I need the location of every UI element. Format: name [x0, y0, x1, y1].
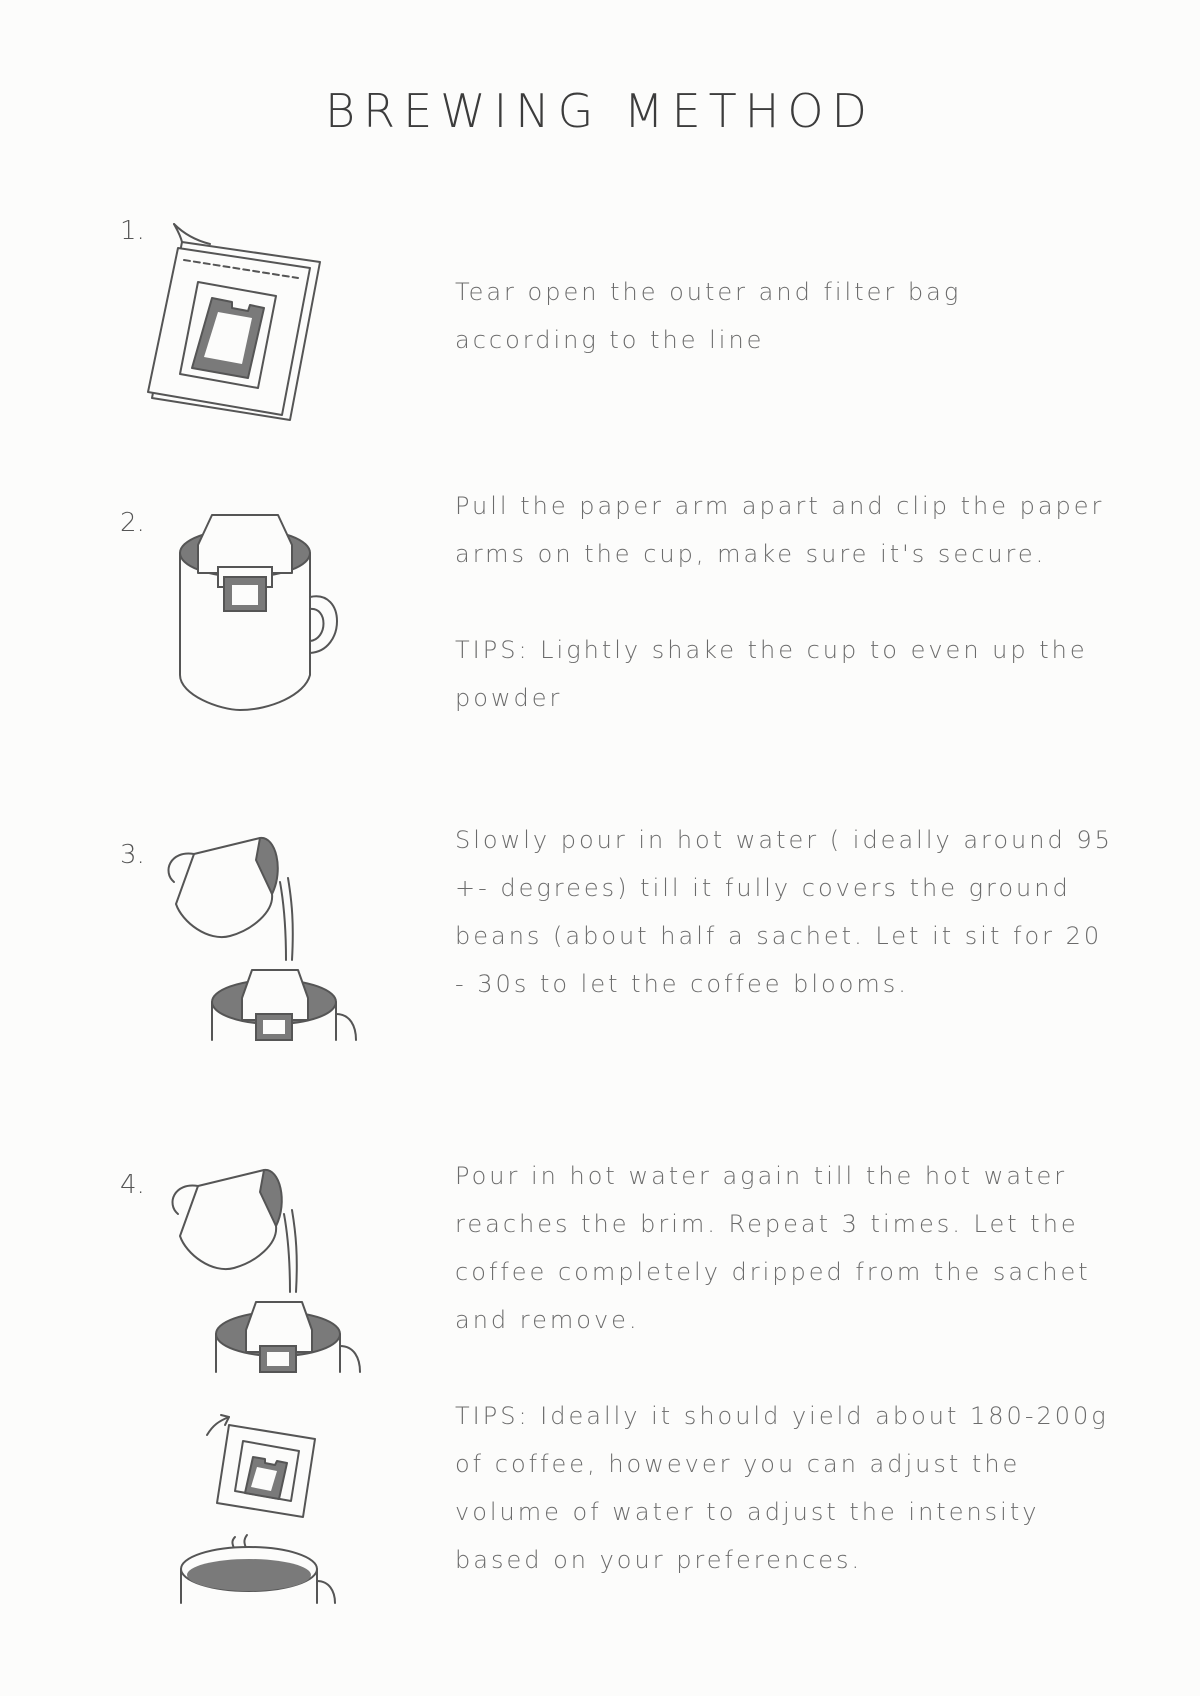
kettle-pouring-icon [160, 830, 370, 1040]
page-title: BREWING METHOD [325, 84, 875, 138]
step-1-number: 1. [120, 216, 145, 246]
step-4-instruction: Pour in hot water again till the hot water reaches the brim. Repeat 3 times. Let the coffee completely dripped from the sachet and remove. [455, 1162, 1091, 1334]
step-3-number: 3. [120, 840, 145, 870]
step-2-number: 2. [120, 508, 145, 538]
step-4-number: 4. [120, 1170, 145, 1200]
tear-open-bag-icon [140, 220, 340, 420]
step-1-instruction: Tear open the outer and filter bag according to the line [455, 278, 962, 354]
remove-sachet-icon [175, 1405, 345, 1605]
step-2-instruction-block [455, 482, 1115, 722]
kettle-pouring-again-icon [164, 1162, 374, 1372]
step-2-instruction: Pull the paper arm apart and clip the paper arms on the cup, make sure it's secure. [455, 492, 1105, 568]
filter-clipped-on-cup-icon [170, 505, 350, 715]
final-tip: TIPS: Ideally it should yield about 180-200g of coffee, however you can adjust the volume of water to adjust the intensity based on your preferences. [455, 1402, 1109, 1574]
step-2-tip: TIPS: Lightly shake the cup to even up the powder [455, 636, 1088, 712]
step-3-instruction: Slowly pour in hot water ( ideally around 95 +- degrees) till it fully covers the ground beans (about half a sachet. Let it sit for 20 - 30s to let the coffee blooms. [455, 826, 1113, 998]
